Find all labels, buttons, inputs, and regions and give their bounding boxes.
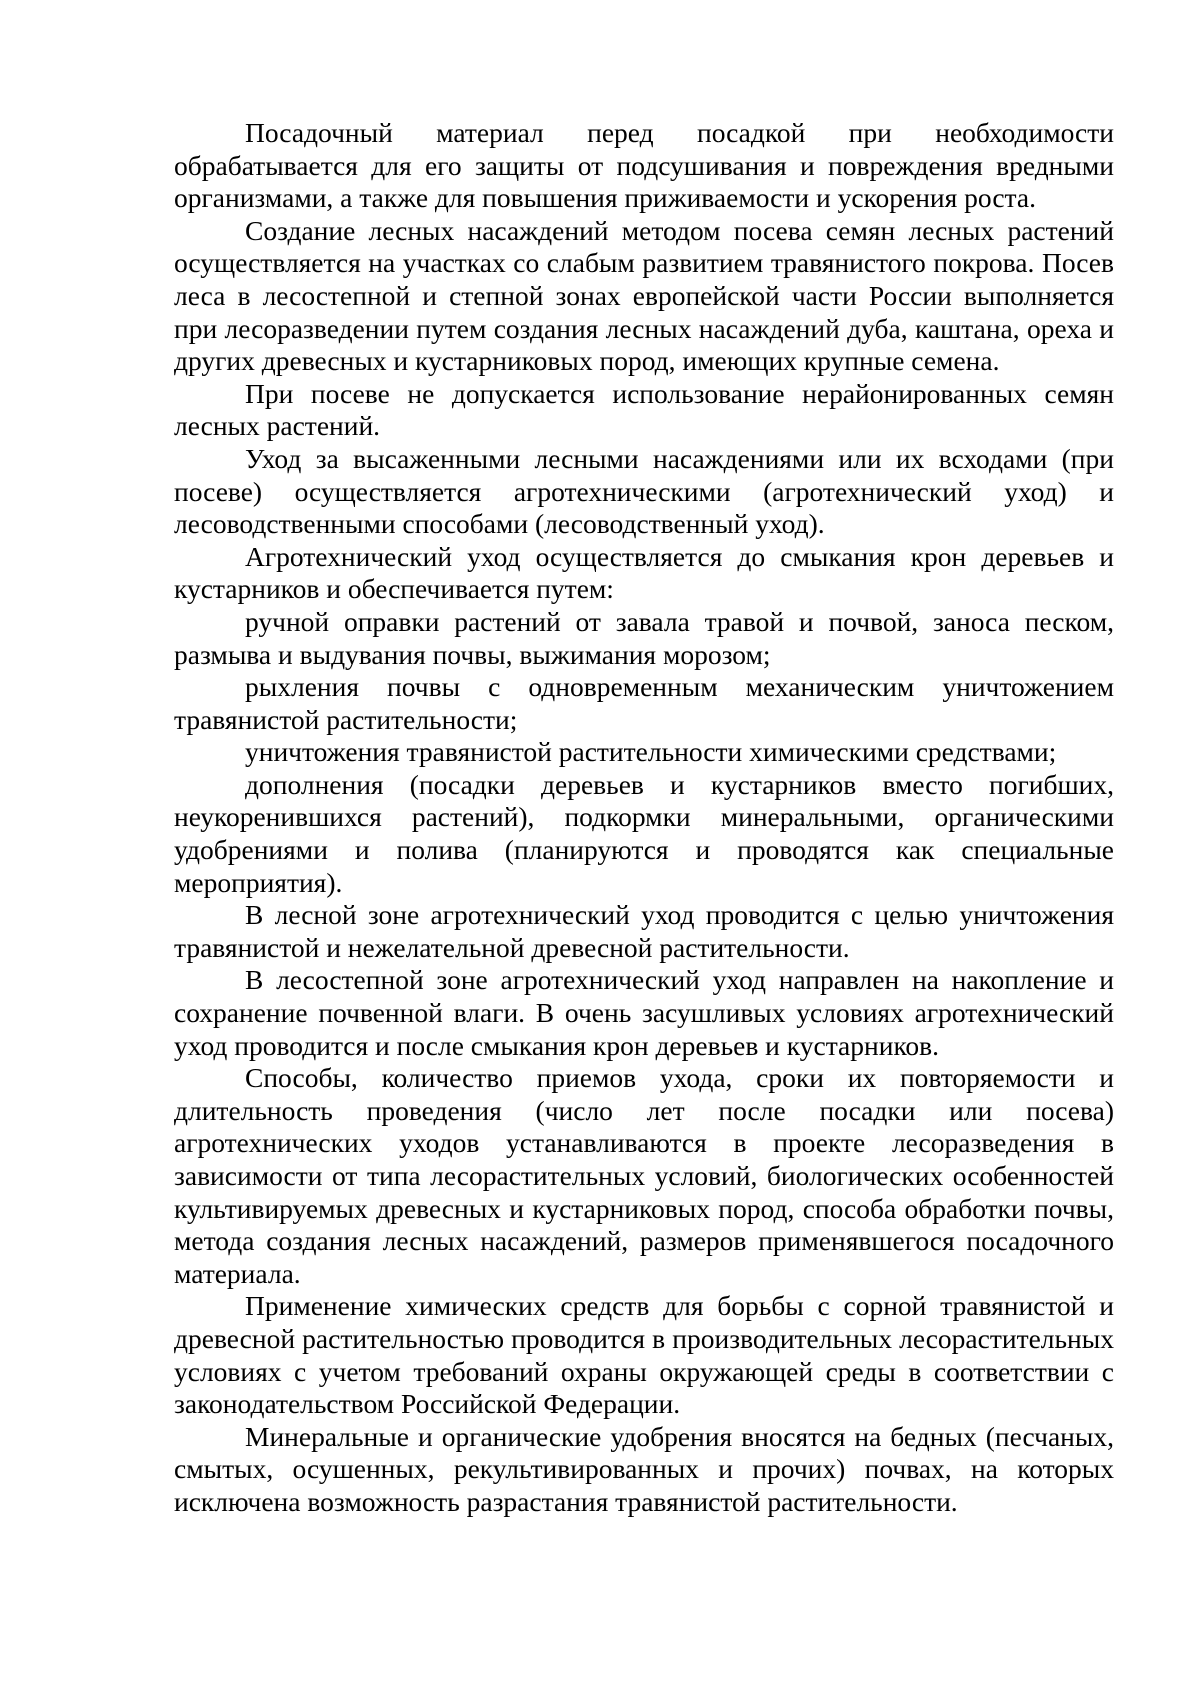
paragraph-seed-sowing: Создание лесных насаждений методом посева семян лесных растений осуществляется на участках со слабым развитием травянистого покрова. Посев леса в лесостепной и степной зонах европейской части России выполняется при лесоразведении путем создания лесных насаждений дуба, каштана, ореха и других древесных и кустарниковых пород, имеющих крупные семена. bbox=[174, 214, 1114, 377]
paragraph-forest-steppe-zone: В лесостепной зоне агротехнический уход направлен на накопление и сохранение почвенной влаги. В очень засушливых условиях агротехнический уход проводится и после смыкания крон деревьев и кустарников. bbox=[174, 964, 1114, 1061]
paragraph-chemical-weeding: уничтожения травянистой растительности химическими средствами; bbox=[245, 736, 1057, 768]
paragraph-forest-zone: В лесной зоне агротехнический уход проводится с целью уничтожения травянистой и нежелательной древесной растительности. bbox=[174, 899, 1114, 963]
paragraph-planting-material-treatment: Посадочный материал перед посадкой при необходимости обрабатывается для его защиты от подсушивания и повреждения вредными организмами, а также для повышения приживаемости и ускорения роста. bbox=[174, 117, 1114, 214]
paragraph-chemical-use: Применение химических средств для борьбы с сорной травянистой и древесной растительностью проводится в производительных лесорастительных условиях с учетом требований охраны окружающей среды в соответствии с законодательством Российской Федерации. bbox=[174, 1290, 1114, 1420]
paragraph-manual-correction: ручной оправки растений от завала травой и почвой, заноса песком, размыва и выдувания почвы, выжимания морозом; bbox=[174, 605, 1114, 670]
paragraph-agrotechnical-care: Агротехнический уход осуществляется до смыкания крон деревьев и кустарников и обеспечивается путем: bbox=[174, 540, 1114, 605]
document-body bbox=[174, 117, 1114, 1519]
paragraph-care-methods: Уход за высаженными лесными насаждениями или их всходами (при посеве) осуществляется агротехническими (агротехнический уход) и лесоводственными способами (лесоводственный уход). bbox=[174, 442, 1114, 540]
paragraph-unzoned-seeds: При посеве не допускается использование нерайонированных семян лесных растений. bbox=[174, 377, 1114, 442]
paragraph-soil-loosening: рыхления почвы с одновременным механическим уничтожением травянистой растительности; bbox=[174, 671, 1114, 735]
paragraph-fertilizers: Минеральные и органические удобрения вносятся на бедных (песчаных, смытых, осушенных, рекультивированных и прочих) почвах, на которых исключена возможность разрастания травянистой растительности. bbox=[174, 1420, 1114, 1517]
paragraph-replanting-feeding: дополнения (посадки деревьев и кустарников вместо погибших, неукоренившихся растений), подкормки минеральными, органическими удобрениями и полива (планируются и проводятся как специальные мероприятия). bbox=[174, 768, 1114, 898]
paragraph-care-schedule: Способы, количество приемов ухода, сроки их повторяемости и длительность проведения (число лет после посадки или посева) агротехнических уходов устанавливаются в проекте лесоразведения в зависимости от типа лесорастительных условий, биологических особенностей культивируемых древесных и кустарниковых пород, способа обработки почвы, метода создания лесных насаждений, размеров применявшегося посадочного материала. bbox=[174, 1062, 1114, 1289]
